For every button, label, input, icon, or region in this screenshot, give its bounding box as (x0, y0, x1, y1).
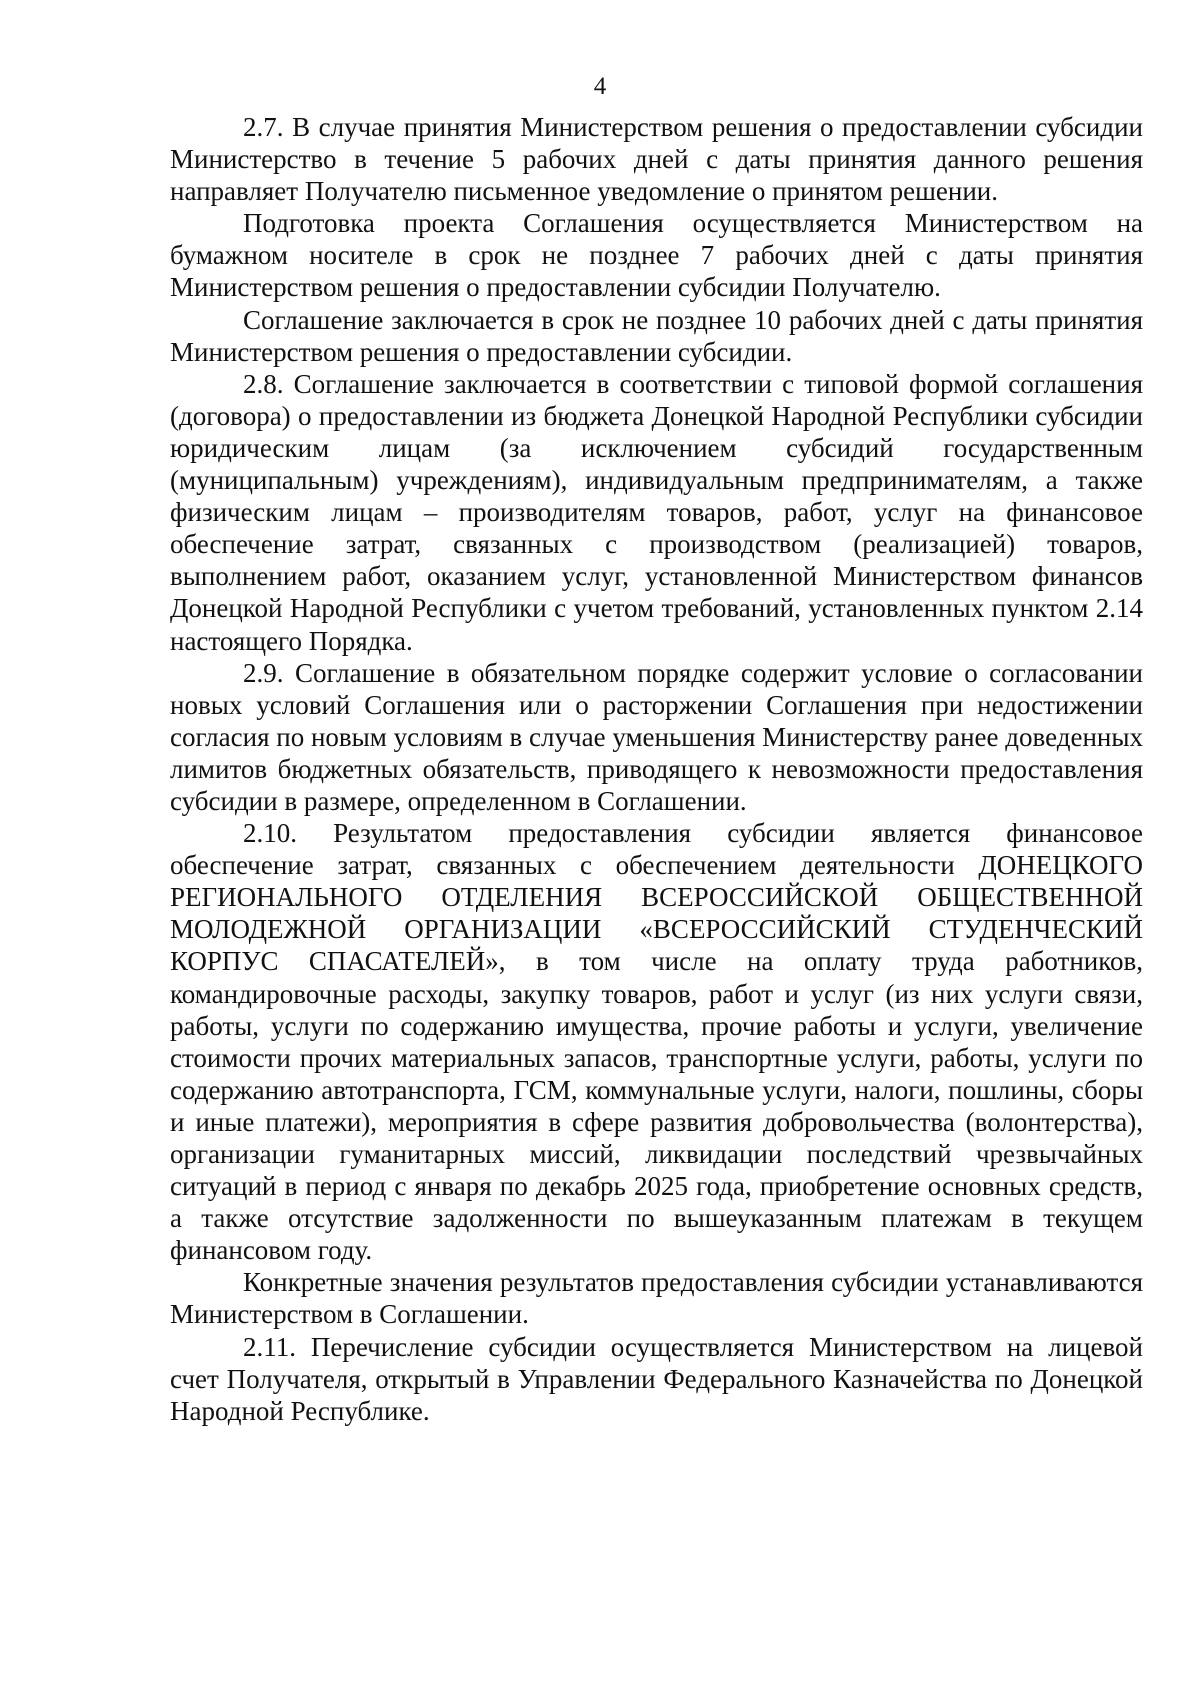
page-number: 4 (593, 73, 607, 100)
paragraph-draft-agreement: Подготовка проекта Соглашения осуществляется Министерством на бумажном носителе в срок не позднее 7 рабочих дней с даты принятия Министерством решения о предоставлении субсидии Получателю. (170, 208, 1143, 303)
paragraph-agreement-term: Соглашение заключается в срок не позднее 10 рабочих дней с даты принятия Министерством решения о предоставлении субсидии. (170, 304, 1143, 367)
paragraph-2-7: 2.7. В случае принятия Министерством решения о предоставлении субсидии Министерство в течение 5 рабочих дней с даты принятия данного решения направляет Получателю письменное уведомление о принятом решении. (170, 112, 1143, 207)
paragraph-result-values: Конкретные значения результатов предоставления субсидии устанавливаются Министерством в Соглашении. (170, 1267, 1143, 1330)
paragraph-2-10: 2.10. Результатом предоставления субсидии является финансовое обеспечение затрат, связанных с обеспечением деятельности ДОНЕЦКОГО РЕГИОНАЛЬНОГО ОТДЕЛЕНИЯ ВСЕРОССИЙСКОЙ ОБЩЕСТВЕННОЙ МОЛОДЕЖНОЙ ОРГАНИЗАЦИИ «ВСЕРОССИЙСКИЙ СТУДЕНЧЕСКИЙ КОРПУС СПАСАТЕЛЕЙ», в том числе на оплату труда работников, командировочные расходы, закупку товаров, работ и услуг (из них услуги связи, работы, услуги по содержанию имущества, прочие работы и услуги, увеличение стоимости прочих материальных запасов, транспортные услуги, работы, услуги по содержанию автотранспорта, ГСМ, коммунальные услуги, налоги, пошлины, сборы и иные платежи), мероприятия в сфере развития добровольчества (волонтерства), организации гуманитарных миссий, ликвидации последствий чрезвычайных ситуаций в период с января по декабрь 2025 года, приобретение основных средств, а также отсутствие задолженности по вышеуказанным платежам в текущем финансовом году. (170, 818, 1143, 1266)
paragraph-2-8: 2.8. Соглашение заключается в соответствии с типовой формой соглашения (договора) о предоставлении из бюджета Донецкой Народной Республики субсидии юридическим лицам (за исключением субсидий государственным (муниципальным) учреждениям), индивидуальным предпринимателям, а также физическим лицам – производителям товаров, работ, услуг на финансовое обеспечение затрат, связанных с производством (реализацией) товаров, выполнением работ, оказанием услуг, установленной Министерством финансов Донецкой Народной Республики с учетом требований, установленных пунктом 2.14 настоящего Порядка. (170, 368, 1143, 656)
paragraph-2-11: 2.11. Перечисление субсидии осуществляется Министерством на лицевой счет Получателя, открытый в Управлении Федерального Казначейства по Донецкой Народной Республике. (170, 1331, 1143, 1426)
document-body (170, 111, 1143, 1427)
paragraph-2-9: 2.9. Соглашение в обязательном порядке содержит условие о согласовании новых условий Соглашения или о расторжении Соглашения при недостижении согласия по новым условиям в случае уменьшения Министерству ранее доведенных лимитов бюджетных обязательств, приводящего к невозможности предоставления субсидии в размере, определенном в Соглашении. (170, 657, 1143, 816)
